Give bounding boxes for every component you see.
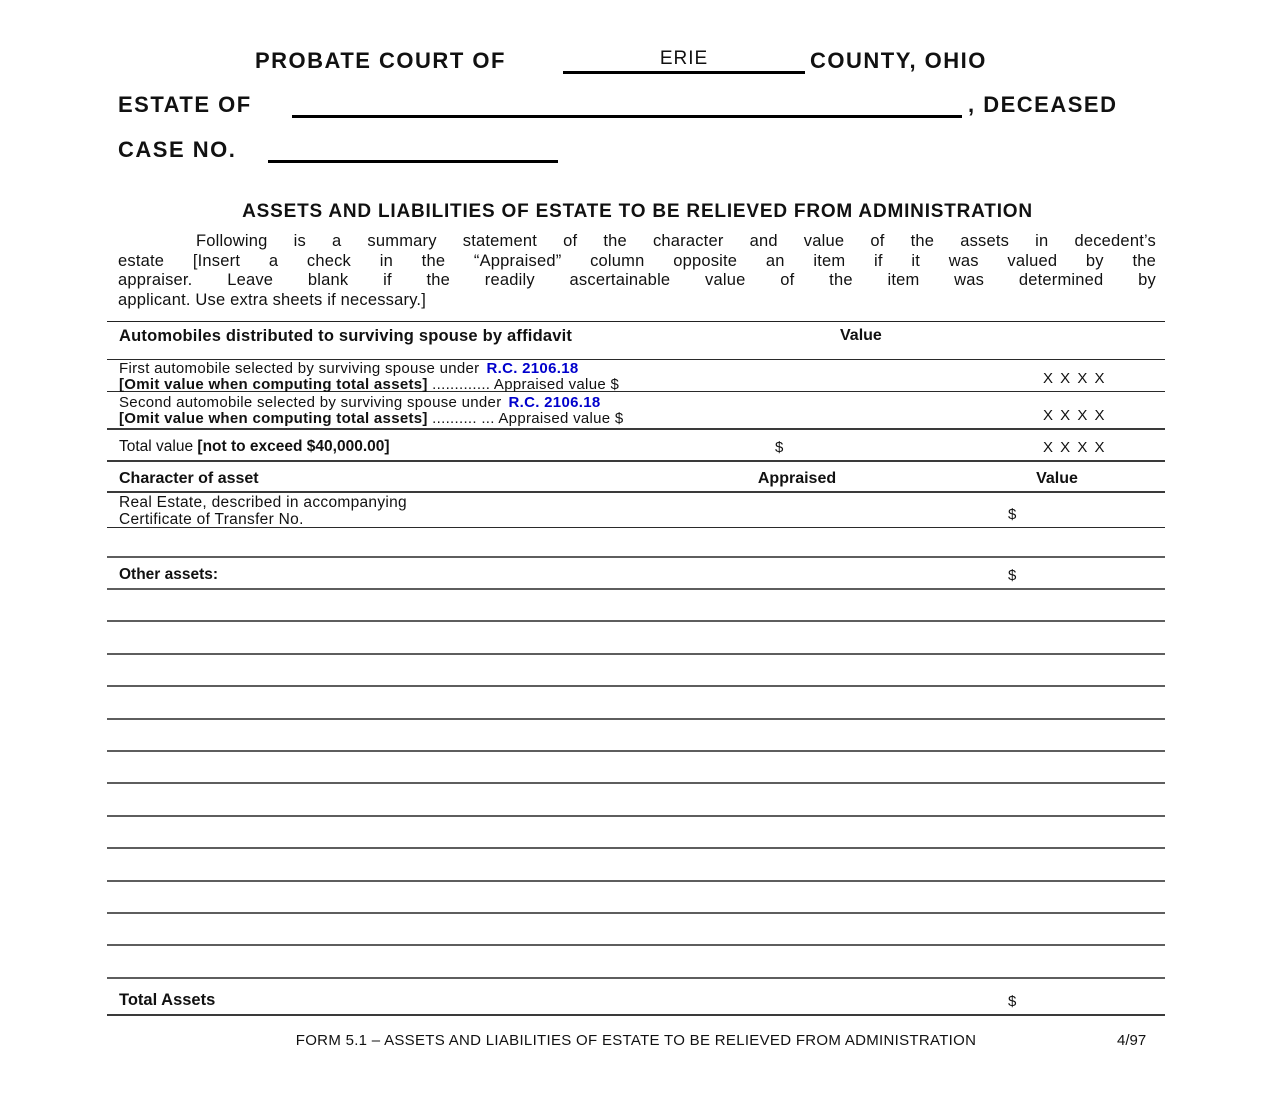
real-estate-row (107, 493, 1165, 528)
blank-asset-row[interactable] (107, 946, 1165, 978)
total-value-text: Total value (119, 438, 198, 455)
intro-paragraph (118, 232, 1156, 310)
intro-line: applicant. Use extra sheets if necessary.] (118, 290, 426, 309)
second-automobile-row (107, 392, 1165, 430)
county-field[interactable] (563, 48, 805, 74)
real-estate-dollar-sign: $ (1008, 506, 1017, 523)
second-automobile-line1: Second automobile selected by surviving spouse under (119, 394, 502, 411)
blank-asset-row[interactable] (107, 590, 1165, 622)
appraised-value-leader: ............. Appraised value $ (427, 376, 620, 393)
auto-total-value: X X X X (1042, 439, 1107, 456)
blank-asset-row[interactable] (107, 720, 1165, 752)
blank-asset-row[interactable] (107, 817, 1165, 849)
blank-asset-row[interactable] (107, 849, 1165, 881)
intro-line: estate [Insert a check in the “Appraised” column opposite an item if it was valued by the (118, 251, 1156, 270)
real-estate-text (119, 495, 407, 528)
deceased-label: , DECEASED (968, 92, 1118, 117)
total-assets-row (107, 979, 1165, 1016)
statute-link[interactable]: R.C. 2106.18 (486, 360, 579, 377)
court-prefix-label: PROBATE COURT OF (255, 48, 506, 73)
form-footer: FORM 5.1 – ASSETS AND LIABILITIES OF ESTATE TO BE RELIEVED FROM ADMINISTRATION (295, 1032, 977, 1049)
automobiles-header-label: Automobiles distributed to surviving spouse by affidavit (119, 327, 573, 345)
blank-rows (107, 590, 1165, 979)
blank-asset-row[interactable] (107, 882, 1165, 914)
estate-name-field[interactable] (292, 92, 962, 118)
auto-total-label (119, 438, 390, 456)
real-estate-line2: Certificate of Transfer No. (119, 510, 304, 528)
real-estate-line1: Real Estate, described in accompanying (119, 494, 407, 511)
first-automobile-text (119, 361, 619, 393)
blank-asset-row[interactable] (107, 687, 1165, 719)
total-value-limit: [not to exceed $40,000.00] (197, 438, 390, 455)
other-assets-dollar-sign: $ (1008, 567, 1017, 584)
other-assets-row (107, 558, 1165, 590)
county-value: ERIE (659, 48, 709, 69)
blank-asset-row[interactable] (107, 655, 1165, 687)
form-title: ASSETS AND LIABILITIES OF ESTATE TO BE RELIEVED FROM ADMINISTRATION (242, 201, 1033, 222)
second-automobile-value: X X X X (1042, 407, 1107, 424)
intro-line: appraiser. Leave blank if the readily ascertainable value of the item was determined by (118, 271, 1156, 289)
total-assets-dollar-sign: $ (1008, 992, 1017, 1010)
first-automobile-value: X X X X (1042, 370, 1107, 387)
appraised-column-header: Appraised (757, 470, 837, 487)
case-no-label: CASE NO. (118, 137, 237, 162)
blank-asset-row[interactable] (107, 784, 1165, 816)
automobiles-value-header: Value (840, 327, 882, 344)
omit-value-note: [Omit value when computing total assets] (119, 410, 428, 427)
other-assets-label: Other assets: (119, 566, 219, 583)
blank-asset-row[interactable] (107, 752, 1165, 784)
estate-of-label: ESTATE OF (118, 92, 252, 117)
first-automobile-row (107, 360, 1165, 392)
asset-columns-header-row (107, 462, 1165, 493)
form-revision: 4/97 (1117, 1032, 1147, 1049)
auto-total-dollar-sign: $ (775, 439, 784, 456)
case-no-field[interactable] (268, 137, 558, 163)
appraised-value-leader: .......... ... Appraised value $ (427, 410, 624, 427)
blank-asset-row[interactable] (107, 528, 1165, 558)
intro-line: Following is a summary statement of the character and value of the assets in decedent’s (196, 232, 1156, 250)
auto-total-value-row (107, 430, 1165, 462)
assets-table (107, 321, 1165, 1016)
blank-asset-row[interactable] (107, 914, 1165, 946)
total-assets-label: Total Assets (119, 990, 216, 1009)
character-of-asset-header: Character of asset (119, 470, 259, 487)
statute-link[interactable]: R.C. 2106.18 (508, 394, 601, 411)
omit-value-note: [Omit value when computing total assets] (119, 376, 428, 393)
automobiles-header-row (107, 322, 1165, 360)
value-column-header: Value (1036, 470, 1078, 487)
blank-asset-row[interactable] (107, 622, 1165, 654)
first-automobile-line1: First automobile selected by surviving spouse under (119, 360, 480, 377)
court-suffix-label: COUNTY, OHIO (810, 48, 987, 73)
second-automobile-text (119, 395, 624, 427)
